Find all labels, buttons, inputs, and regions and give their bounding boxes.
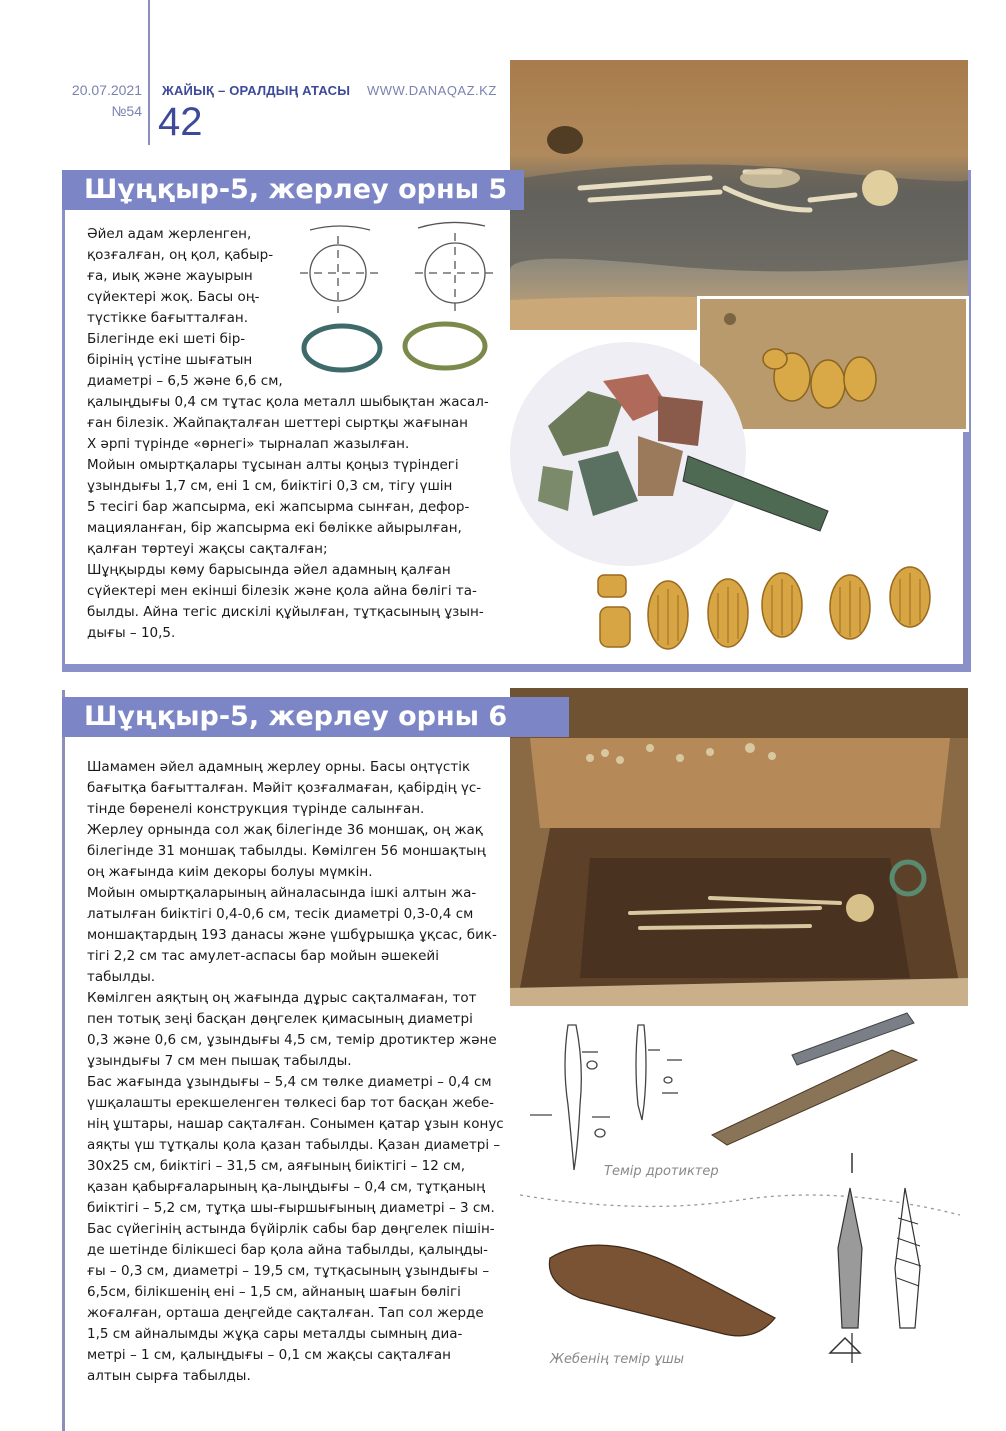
publication-title: ЖАЙЫҚ – ОРАЛДЫҢ АТАСЫ — [162, 83, 351, 98]
section1-line: сүйектері жоқ. Басы оң- — [87, 289, 260, 305]
section1-line: сүйектері мен екінші білезік және қола айна бөлігі та- — [87, 583, 477, 599]
section2-line: 30х25 см, биіктігі – 31,5 см, аяғының биіктігі – 12 см, — [87, 1158, 466, 1174]
section1-line: диаметрі – 6,5 және 6,6 см, — [87, 373, 283, 389]
caption-arrowhead: Жебенің темір ұшы — [550, 1352, 685, 1367]
section1-line: ұзындығы 1,7 см, ені 1 см, биіктігі 0,3 см, тігу үшін — [87, 478, 453, 494]
section2-line: пен тотық зеңі басқан дөңгелек қимасының диаметрі — [87, 1011, 473, 1027]
burial-photo-6 — [510, 688, 968, 1006]
section2-line: латылған биіктігі 0,4-0,6 см, тесік диаметрі 0,3-0,4 см — [87, 906, 474, 922]
section2-line: Шамамен әйел адамның жерлеу орны. Басы оңтүстік — [87, 759, 471, 775]
section1-line: Білегінде екі шеті бір- — [87, 331, 246, 347]
issue-number: №54 — [111, 103, 142, 119]
section2-line: бағытқа бағытталған. Мәйіт қозғалмаған, қабірдің үс- — [87, 780, 482, 796]
section1-line: ға, иық және жауырын — [87, 268, 253, 284]
section-left-rule — [62, 690, 65, 1431]
section1-line: ған білезік. Жайпақталған шеттері сыртқы жағынан — [87, 415, 468, 431]
section2-line: алтын сырға табылды. — [87, 1368, 251, 1384]
issue-date: 20.07.2021 — [71, 82, 142, 98]
section2-line: нің ұштары, нашар сақталған. Сонымен қатар ұзын конус — [87, 1116, 504, 1132]
section1-line: дығы – 10,5. — [87, 625, 176, 641]
section1-line: түстікке бағытталған. — [87, 310, 249, 326]
section2-line: 1,5 см айналымды жұқа сары металды сымның диа- — [87, 1326, 463, 1342]
section2-line: Көмілген аяқтың оң жағында дұрыс сақталмаған, тот — [87, 990, 477, 1006]
section2-line: үшқалашты ерекшеленген төлкесі бар тот басқан жебе- — [87, 1095, 495, 1111]
section2-line: білегінде 31 моншақ табылды. Көмілген 56 моншақтың — [87, 843, 486, 859]
section1-line: Әйел адам жерленген, — [87, 226, 252, 242]
section2-line: биіктігі – 5,2 см, тұтқа шы-ғыршығының диаметрі – 3 см. — [87, 1200, 495, 1216]
page-number: 42 — [158, 100, 203, 144]
section2-line: 6,5см, білікшенің ені – 1,5 см, айнаның шағын бөлігі — [87, 1284, 461, 1300]
section1-line: бірінің үстіне шығатын — [87, 352, 253, 368]
section1-line: 5 тесігі бар жапсырма, екі жапсырма сынған, дефор- — [87, 499, 470, 515]
section2-line: аяқты үш тұтқалы қола қазан табылды. Қазан диаметрі – — [87, 1137, 501, 1153]
section2-line: де шетінде білікшесі бар қола айна табылды, қалыңды- — [87, 1242, 489, 1258]
section1-body — [87, 224, 507, 644]
burial-photo-5 — [510, 60, 968, 330]
section1-line: қалыңдығы 0,4 см тұтас қола металл шыбықтан жасал- — [87, 394, 489, 410]
section2-line: метрі – 1 см, қалыңдығы – 0,1 см жақсы сақталған — [87, 1347, 451, 1363]
arrowhead-illustration — [540, 1148, 940, 1368]
header-divider — [148, 0, 150, 145]
section2-body — [87, 757, 507, 1387]
section1-line: Х әрпі түрінде «өрнегі» тырналап жазылған. — [87, 436, 410, 452]
section2-line: Жерлеу орнында сол жақ білегінде 36 моншақ, оң жақ — [87, 822, 483, 838]
section1-line: қозғалған, оң қол, қабыр- — [87, 247, 274, 263]
section2-line: 0,3 және 0,6 см, ұзындығы 4,5 см, темір дротиктер және — [87, 1032, 497, 1048]
section2-line: тінде бөренелі конструкция түрінде салынған. — [87, 801, 425, 817]
section2-line: моншақтардың 193 данасы және үшбұрышқа ұқсас, бик- — [87, 927, 497, 943]
section2-line: ұзындығы 7 см мен пышақ табылды. — [87, 1053, 352, 1069]
gold-beetle-appliques — [592, 565, 952, 660]
caption-iron-darts: Темір дротиктер — [604, 1164, 719, 1179]
section1-line: қалған төртеуі жақсы сақталған; — [87, 541, 328, 557]
section2-line: жоғалған, орташа деңгейде сақталған. Тап сол жерде — [87, 1305, 484, 1321]
section2-line: Мойын омыртқаларының айналасында ішкі алтын жа- — [87, 885, 477, 901]
section2-title: Шұңқыр-5, жерлеу орны 6 — [62, 697, 569, 737]
section2-line: Бас жағында ұзындығы – 5,4 см төлке диаметрі – 0,4 см — [87, 1074, 492, 1090]
section2-line: оң жағында киім декоры болуы мүмкін. — [87, 864, 373, 880]
section2-line: қазан қабырғаларының қа-лыңдығы – 0,4 см, тұтқаның — [87, 1179, 485, 1195]
section1-line: Мойын омыртқалары тұсынан алты қоңыз түріндегі — [87, 457, 459, 473]
section1-line: Шұңқырды көму барысында әйел адамның қалған — [87, 562, 451, 578]
section2-line: ғы – 0,3 см, диаметрі – 19,5 см, тұтқасының ұзындығы – — [87, 1263, 490, 1279]
section2-line: тігі 2,2 см тас амулет-аспасы бар мойын әшекейі табылды. — [87, 948, 439, 985]
section1-title: Шұңқыр-5, жерлеу орны 5 — [62, 170, 524, 210]
website-link[interactable]: WWW.DANAQAZ.KZ — [367, 83, 497, 98]
section1-line: мацияланған, бір жапсырма екі бөлікке айырылған, — [87, 520, 462, 536]
section1-line: былды. Айна тегіс дискілі құйылған, тұтқасының ұзын- — [87, 604, 484, 620]
bronze-mirror-fragments — [508, 336, 846, 572]
section2-line: Бас сүйегінің астында бүйірлік сабы бар дөңгелек пішін- — [87, 1221, 495, 1237]
